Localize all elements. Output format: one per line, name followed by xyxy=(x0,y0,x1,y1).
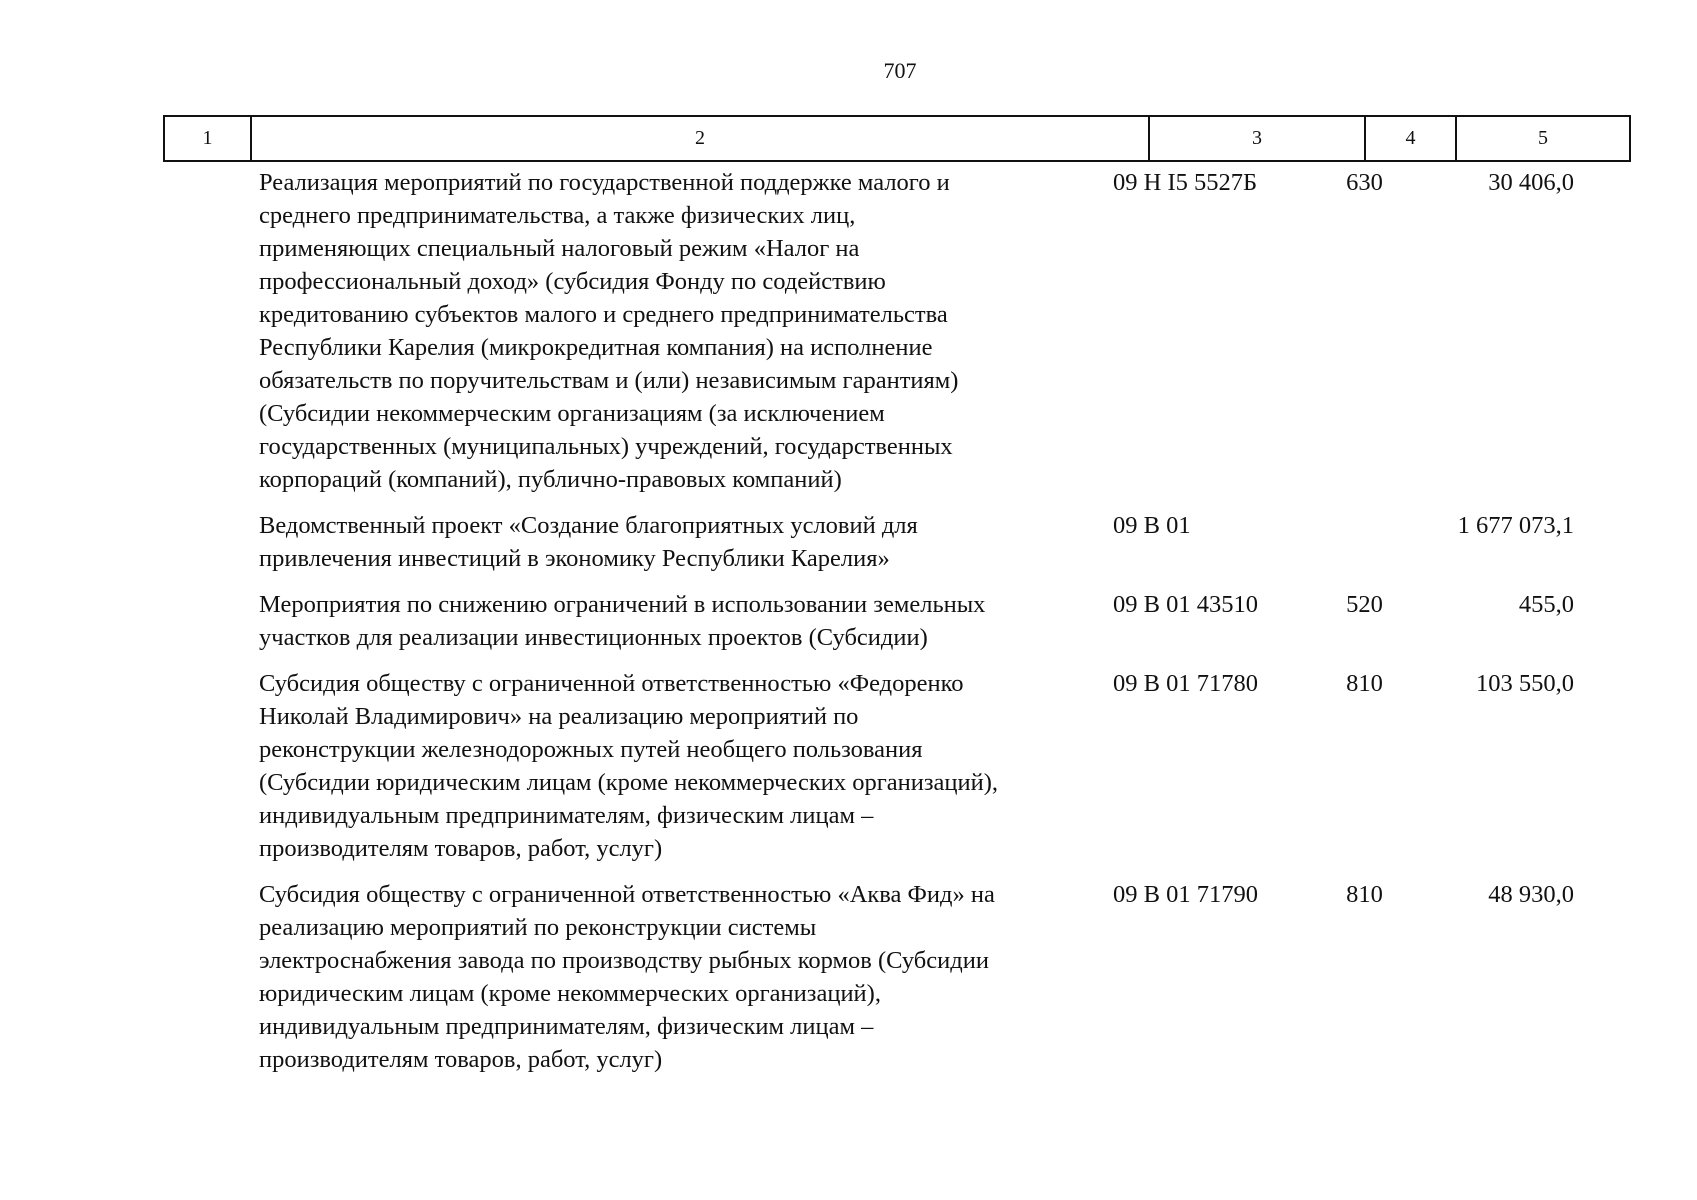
page-number: 707 xyxy=(883,58,917,83)
description-line: Субсидия обществу с ограниченной ответственностью «Федоренко xyxy=(259,670,964,697)
table-row xyxy=(163,166,1615,496)
column-header-5: 5 xyxy=(1456,116,1630,161)
description-line: Ведомственный проект «Создание благоприятных условий для xyxy=(259,512,918,539)
column-header-row xyxy=(164,116,1630,161)
column-header-table xyxy=(163,115,1631,162)
description-line: государственных (муниципальных) учреждений, государственных xyxy=(259,433,953,460)
description-line: профессиональный доход» (субсидия Фонду по содействию xyxy=(259,268,886,295)
description-line: среднего предпринимательства, а также физических лиц, xyxy=(259,202,856,229)
description-line: обязательств по поручительствам и (или) независимым гарантиям) xyxy=(259,367,959,394)
row-expense-type: 810 xyxy=(1346,881,1383,908)
row-amount: 30 406,0 xyxy=(1488,169,1574,196)
description-line: электроснабжения завода по производству рыбных кормов (Субсидии xyxy=(259,947,989,974)
row-target-code: 09 В 01 43510 xyxy=(1113,591,1258,618)
row-number-cell xyxy=(163,878,250,1076)
table-row xyxy=(163,509,1615,575)
description-line: кредитованию субъектов малого и среднего предпринимательства xyxy=(259,301,948,328)
description-line: индивидуальным предпринимателям, физическим лицам – xyxy=(259,802,874,829)
row-description xyxy=(250,509,1104,575)
description-line: юридическим лицам (кроме некоммерческих организаций), xyxy=(259,980,881,1007)
column-header-3: 3 xyxy=(1149,116,1365,161)
column-header-2: 2 xyxy=(251,116,1149,161)
row-amount: 455,0 xyxy=(1518,591,1574,618)
row-description xyxy=(250,166,1104,496)
description-line: производителям товаров, работ, услуг) xyxy=(259,835,663,862)
description-line: (Субсидии юридическим лицам (кроме некоммерческих организаций), xyxy=(259,769,999,796)
row-amount: 1 677 073,1 xyxy=(1457,512,1574,539)
table-row xyxy=(163,878,1615,1076)
column-header-1: 1 xyxy=(164,116,251,161)
row-amount: 48 930,0 xyxy=(1488,881,1574,908)
row-expense-type xyxy=(1319,509,1410,575)
table-row xyxy=(163,588,1615,654)
description-line: Республики Карелия (микрокредитная компания) на исполнение xyxy=(259,334,933,361)
row-number-cell xyxy=(163,166,250,496)
description-line: привлечения инвестиций в экономику Республики Карелия» xyxy=(259,545,890,572)
description-line: корпораций (компаний), публично-правовых компаний) xyxy=(259,466,842,493)
row-target-code: 09 Н I5 5527Б xyxy=(1113,169,1258,196)
row-number-cell xyxy=(163,509,250,575)
row-amount: 103 550,0 xyxy=(1476,670,1574,697)
row-expense-type: 810 xyxy=(1346,670,1383,697)
row-description xyxy=(250,878,1104,1076)
row-target-code: 09 В 01 71780 xyxy=(1113,670,1258,697)
row-number-cell xyxy=(163,588,250,654)
description-line: индивидуальным предпринимателям, физическим лицам – xyxy=(259,1013,874,1040)
description-line: Субсидия обществу с ограниченной ответственностью «Аква Фид» на xyxy=(259,881,995,908)
description-line: реализацию мероприятий по реконструкции системы xyxy=(259,914,817,941)
description-line: применяющих специальный налоговый режим «Налог на xyxy=(259,235,860,262)
description-line: участков для реализации инвестиционных проектов (Субсидии) xyxy=(259,624,928,651)
description-line: производителям товаров, работ, услуг) xyxy=(259,1046,663,1073)
description-line: (Субсидии некоммерческим организациям (за исключением xyxy=(259,400,885,427)
description-line: реконструкции железнодорожных путей необщего пользования xyxy=(259,736,923,763)
description-line: Николай Владимирович» на реализацию мероприятий по xyxy=(259,703,859,730)
row-description xyxy=(250,667,1104,865)
table-row xyxy=(163,667,1615,865)
description-line: Реализация мероприятий по государственной поддержке малого и xyxy=(259,169,950,196)
row-number-cell xyxy=(163,667,250,865)
row-expense-type: 630 xyxy=(1346,169,1383,196)
row-expense-type: 520 xyxy=(1346,591,1383,618)
row-target-code: 09 В 01 xyxy=(1113,512,1191,539)
row-target-code: 09 В 01 71790 xyxy=(1113,881,1258,908)
column-header-4: 4 xyxy=(1365,116,1456,161)
table-body xyxy=(163,166,1615,1089)
row-description xyxy=(250,588,1104,654)
description-line: Мероприятия по снижению ограничений в использовании земельных xyxy=(259,591,986,618)
